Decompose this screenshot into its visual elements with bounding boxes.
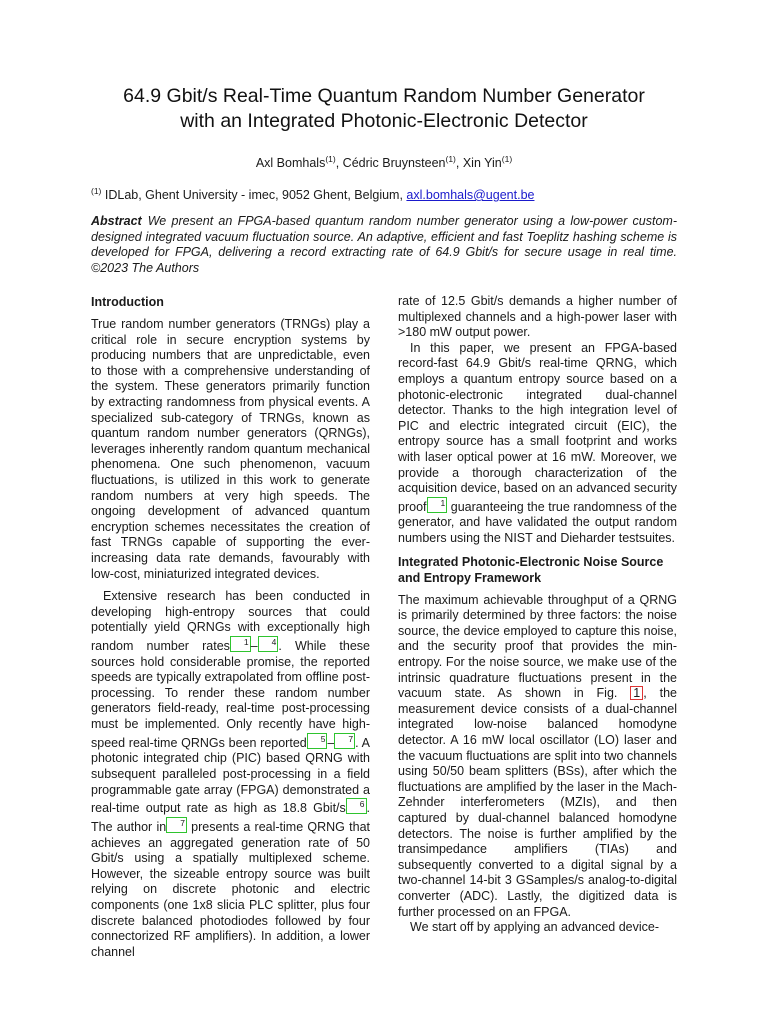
citation-link[interactable]: 1 (427, 497, 448, 513)
citation-link[interactable]: 4 (258, 636, 279, 652)
paragraph: rate of 12.5 Gbit/s demands a higher number of multiplexed channels and a high-power laser with >180 mW output power. (398, 294, 677, 340)
paragraph-text: presents a real-time QRNG that achieves an aggregated generation rate of 50 Gbit/s using a spatially multiplexed scheme. However, the sizeable entropy source was built relying on discrete photonic and electric components (one 1x8 slicia PLC splitter, plus four discrete balanced photodiodes followed by four connectorized RF amplifiers). In addition, a lower channel (91, 820, 370, 959)
abstract-text: We present an FPGA-based quantum random number generator using a low-power custom-designed integrated vacuum fluctuation source. An adaptive, efficient and fast Toeplitz hashing scheme is developed for FPGA, delivering a record extracting rate of 64.9 Gbit/s for secure usage in real time. ©2023 The Authors (91, 214, 677, 275)
paragraph (91, 589, 370, 960)
left-column (91, 294, 370, 960)
author-affil-mark: (1) (501, 154, 513, 164)
author-name: Axl Bomhals (255, 156, 326, 171)
range-dash: – (327, 735, 335, 750)
paragraph-text: guaranteeing the true randomness of the generator, and have validated the output random numbers using the NIST and Dieharder testsuites. (398, 499, 677, 546)
citation-link[interactable]: 5 (307, 733, 328, 749)
paragraph (398, 341, 677, 547)
paragraph: True random number generators (TRNGs) play a critical role in secure encryption systems by producing numbers that are unpredictable, even to those with a comprehensive understanding of the system. These generators primarily function by extracting randomness from physical events. A specialized sub-category of TRNGs, known as quantum random number generators (QRNGs), leverages inherently random quantum mechanical phenomena. One such phenomenon, vacuum fluctuations, is utilized in this work to generate random numbers at very high speeds. The ongoing development of advanced quantum encryption schemes necessitates the creation of fast TRNGs capable of supporting the ever-increasing data rate demands, favourably with low-cost, miniaturized integrated devices. (91, 317, 370, 581)
author-email-link[interactable]: axl.bomhals@ugent.be (406, 188, 535, 203)
affil-mark: (1) (91, 186, 102, 196)
affiliation-text: IDLab, Ghent University - imec, 9052 Ghent, Belgium, (104, 188, 403, 203)
author-name: Cédric Bruynsteen (342, 156, 446, 171)
paragraph (398, 593, 677, 920)
section-heading-noise-source: Integrated Photonic-Electronic Noise Source and Entropy Framework (398, 554, 664, 585)
citation-link[interactable]: 1 (230, 636, 251, 652)
paragraph-text: The maximum achievable throughput of a QRNG is primarily determined by three factors: the noise source, the device employed to capture this noise, and the security proof that provides the min-entropy. For the noise source, we make use of the intrinsic quadrature fluctuations present in the vacuum state. As shown in Fig. (398, 592, 677, 701)
citation-link[interactable]: 7 (166, 817, 187, 833)
abstract-label: Abstract (91, 214, 142, 228)
paper-title (60, 84, 708, 134)
paragraph-text: . While these sources hold considerable promise, the reported speeds are typically extrapolated from offline post-processing. To render these random number generators field-ready, real-time post-processing must be implemented. Only recently have high-speed real-time QRNGs been reported (91, 639, 370, 750)
title-line-1: 64.9 Gbit/s Real-Time Quantum Random Number Generator (123, 85, 645, 107)
paragraph: We start off by applying an advanced device- (410, 920, 659, 935)
citation-link[interactable]: 7 (334, 733, 355, 749)
paragraph-text: . The author in (91, 801, 370, 835)
paragraph-text: . A photonic integrated chip (PIC) based QRNG with subsequent paralleled post-processing in a field programmable gate array (FPGA) demonstrated a real-time output rate as high as 18.8 Gbit/s (91, 735, 371, 816)
section-heading-introduction: Introduction (91, 295, 164, 309)
range-dash: – (250, 639, 258, 654)
author-name: Xin Yin (462, 156, 502, 171)
figure-link[interactable]: 1 (630, 686, 643, 700)
paragraph-text: In this paper, we present an FPGA-based record-fast 64.9 Gbit/s real-time QRNG, which employs a quantum entropy source based on a photonic-electronic integrated dual-channel detector. Thanks to the high integration level of PIC and electric integrated circuit (EIC), the entropy source has a small footprint and works with laser optical power at 16 mW. Moreover, we provide a thorough characterization of the acquisition device, based on an advanced security proof (398, 340, 677, 514)
affiliation (91, 183, 691, 203)
author-affil-mark: (1) (325, 154, 336, 164)
author-affil-mark: (1) (445, 154, 456, 164)
title-line-2: with an Integrated Photonic-Electronic Detector (180, 110, 588, 132)
right-column (398, 294, 677, 936)
abstract (91, 214, 677, 276)
author-list: Axl Bomhals$^{(1)}$, Cédric Bruynsteen$^{(1)}$, Xin Yin$^{(1)}$ (255, 154, 513, 171)
paragraph-text: Extensive research has been conducted in developing high-entropy sources that could potentially yield QRNGs with exceptionally high random number rates (91, 589, 370, 654)
citation-link[interactable]: 6 (346, 798, 367, 814)
paragraph-text: , the measurement device consists of a dual-channel integrated low-noise balanced homodyne detector. A 16 mW local oscillator (LO) laser and the vacuum fluctuations are split into two channels using 50/50 beam splitters (BSs), after which the fluctuations are amplified by the laser in the Mach-Zehnder interferometers (MZIs), and then captured by dual-channel balanced homodyne detectors. The noise is further amplified by the transimpedance amplifiers (TIAs) and subsequently converted to a digital signal by a two-channel 14-bit 3 GSamples/s analog-to-digital converter (ADC). Lastly, the digitized data is further processed on an FPGA. (398, 686, 677, 919)
